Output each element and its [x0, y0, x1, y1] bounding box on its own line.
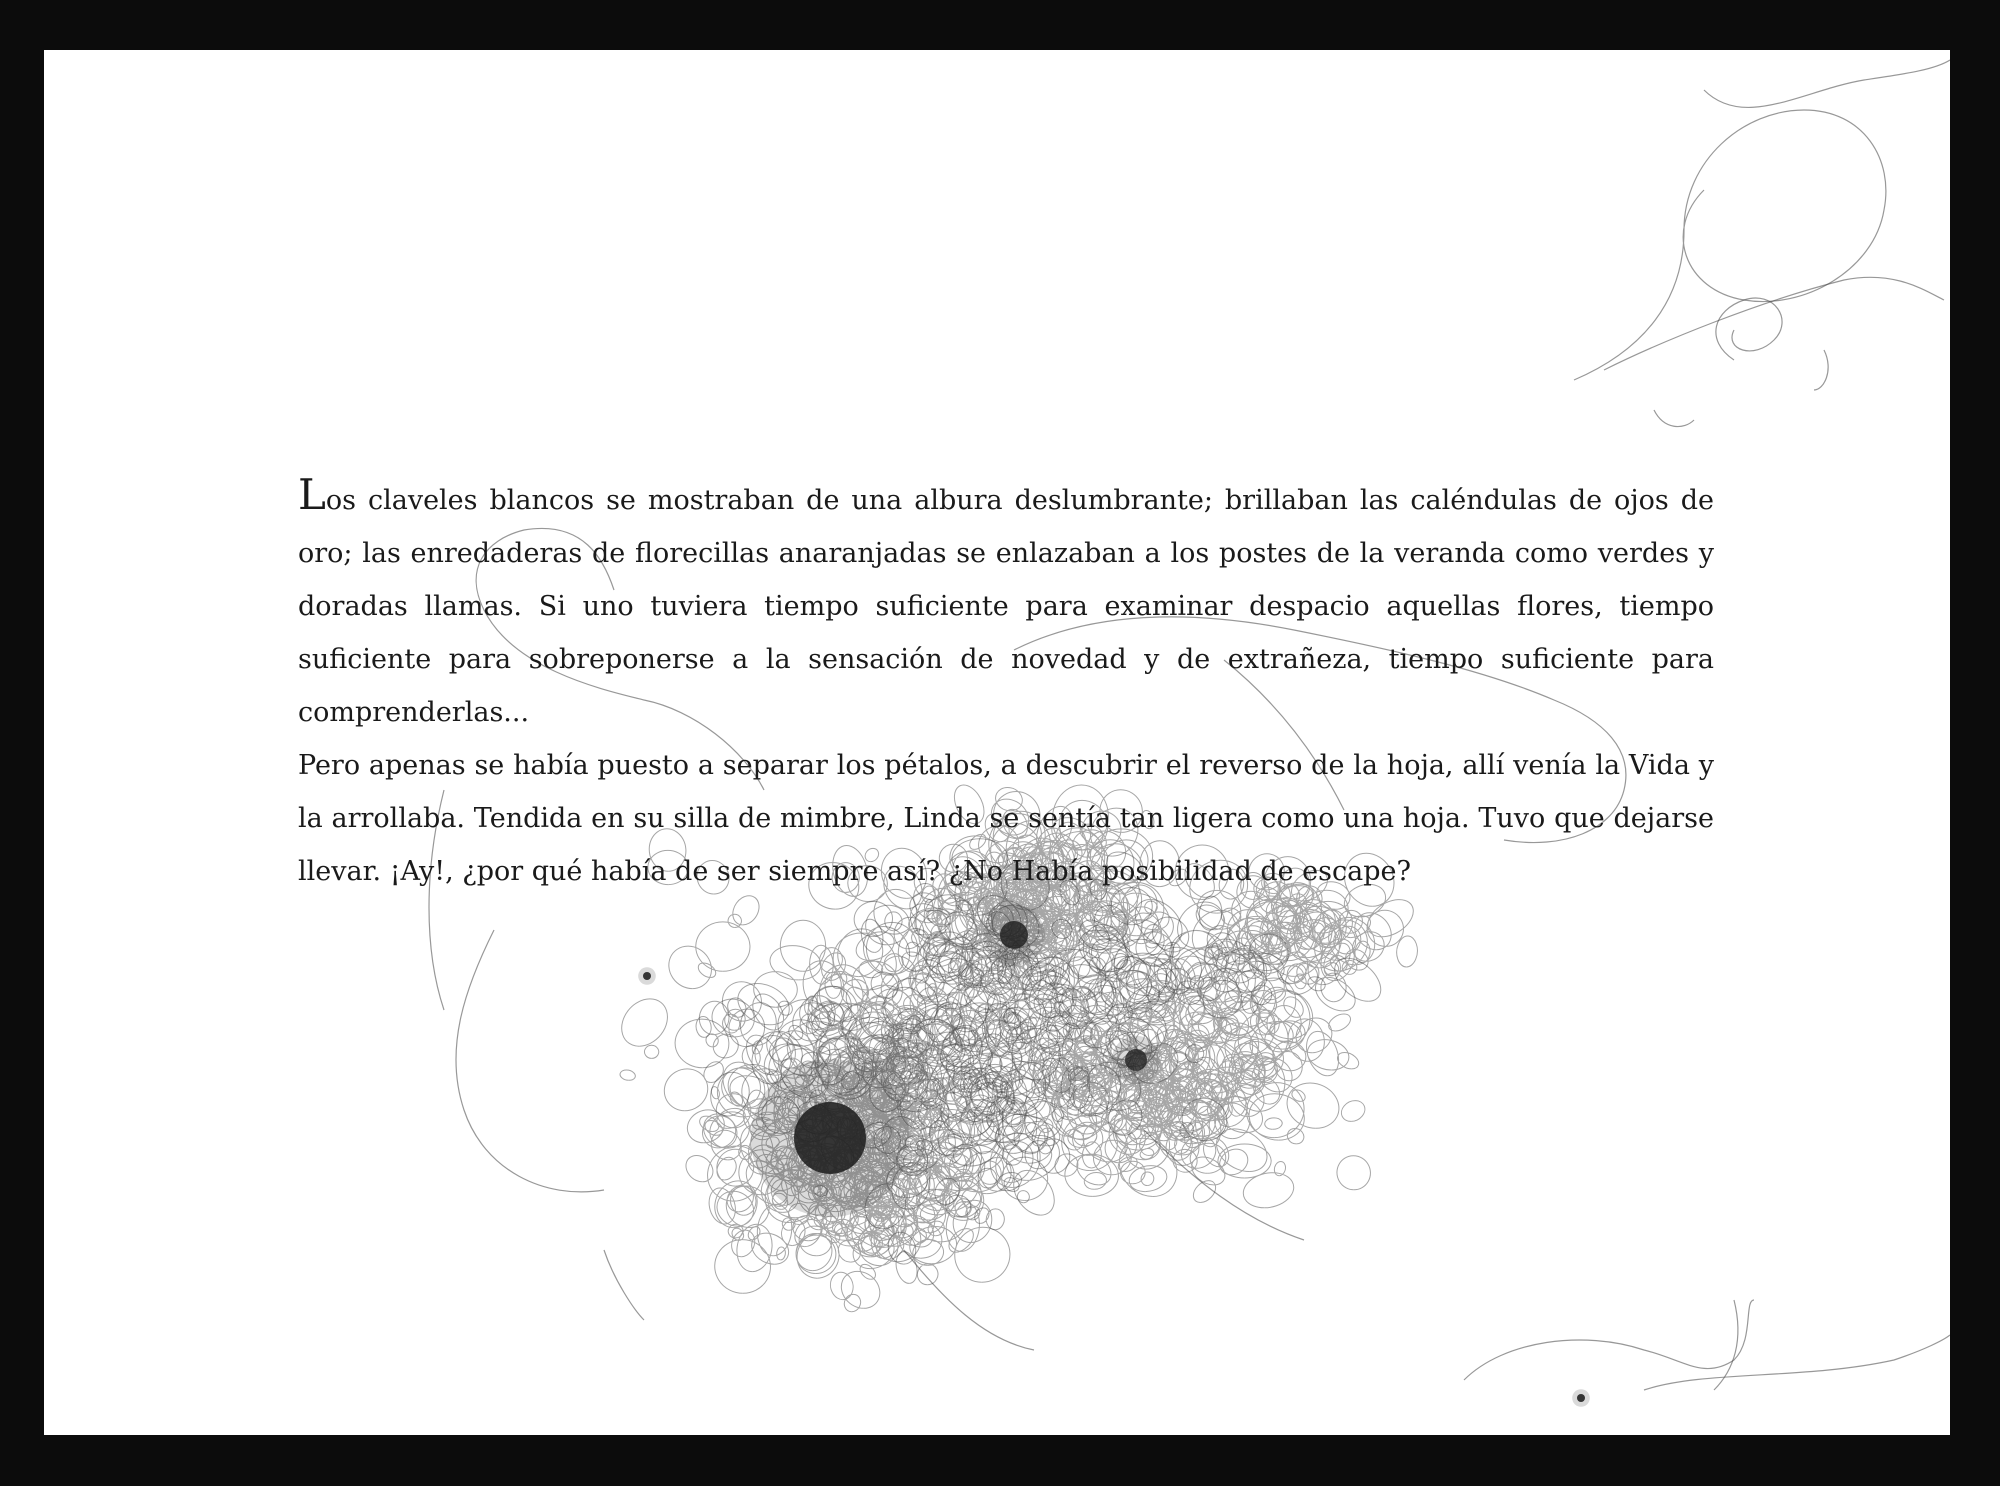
ink-dot	[1577, 1394, 1585, 1402]
text-block	[298, 468, 1714, 898]
drop-initial: L	[298, 470, 326, 519]
ink-dot	[794, 1102, 866, 1174]
ink-dot	[1125, 1049, 1147, 1071]
paragraph-1-text: os claveles blancos se mostraban de una albura deslumbrante; brillaban las caléndulas de ojos de oro; las enredaderas de florecillas anaranjadas se enlazaban a los postes de la veranda como verdes y doradas llamas. Si uno tuviera tiempo suficiente para examinar despacio aquellas flores, tiempo suficiente para sobreponerse a la sensación de novedad y de extrañeza, tiempo suficiente para comprenderlas...	[298, 485, 1714, 728]
paragraph-1	[298, 468, 1714, 739]
ink-dot	[643, 972, 651, 980]
ink-dot	[1000, 921, 1028, 949]
paragraph-2: Pero apenas se había puesto a separar los pétalos, a descubrir el reverso de la hoja, allí venía la Vida y la arrollaba. Tendida en su silla de mimbre, Linda se sentía tan ligera como una hoja. Tuvo que dejarse llevar. ¡Ay!, ¿por qué había de ser siempre así? ¿No Había posibilidad de escape?	[298, 750, 1714, 887]
paper-sheet	[44, 50, 1950, 1435]
